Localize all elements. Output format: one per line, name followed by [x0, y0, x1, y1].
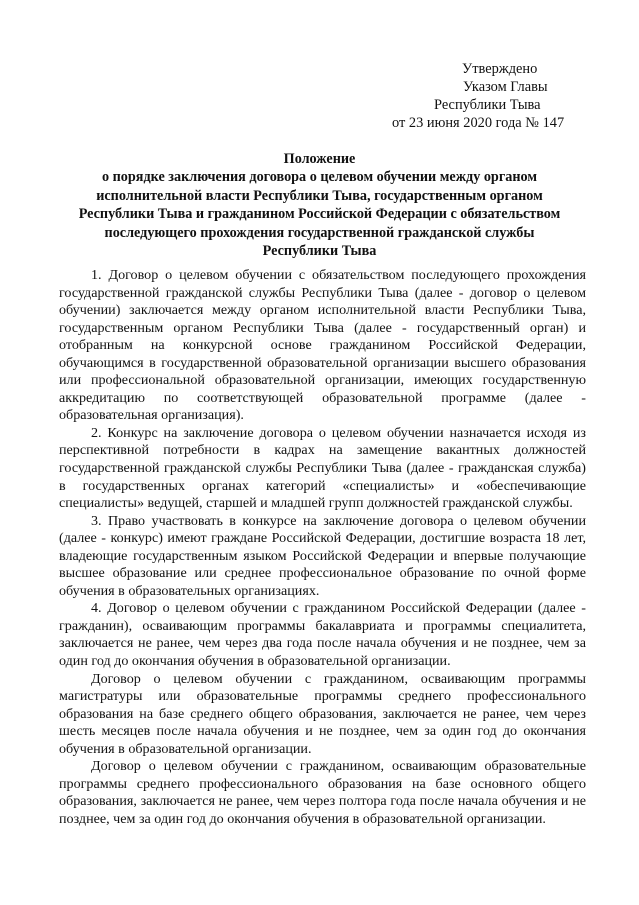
document-title — [56, 150, 583, 260]
document-body — [59, 267, 586, 829]
approval-line-republic: Республики Тыва — [434, 97, 541, 113]
title-line: исполнительной власти Республики Тыва, государственным органом — [96, 187, 543, 204]
approval-stamp-block — [392, 60, 592, 132]
paragraph-3: 3. Право участвовать в конкурсе на заключение договора о целевом обучении (далее - конкурс) имеют граждане Российской Федерации, достигшие возраста 18 лет, владеющие государственным языком Российской Федерации и впервые получающие высшее образование или среднее профессиональное образование по очной форме обучения в образовательных организациях. — [59, 512, 586, 599]
title-heading: Положение — [283, 151, 356, 167]
title-line: Республики Тыва и гражданином Российской Федерации с обязательством — [78, 206, 561, 223]
paragraph-1: 1. Договор о целевом обучении с обязательством последующего прохождения государственной гражданской службы Республики Тыва (далее - договор о целевом обучении) заключается между органом исполнительной власти Республики Тыва, государственным органом Республики Тыва (далее - государственный орган) и отобранным на конкурсной основе гражданином Российской Федерации, обучающимся в государственной образовательной организации высшего образования или профессиональной образовательной организации, имеющих государственную аккредитацию по соответствующей образовательной программе (далее - образовательная организация). — [59, 267, 586, 424]
paragraph-4-continued-secondary: Договор о целевом обучении с гражданином, осваивающим образовательные программы среднего профессионального образования на базе основного общего образования, заключается не ранее, чем через полтора года после начала обучения и не позднее, чем за один год до окончания обучения в образовательной организации. — [59, 758, 586, 827]
approval-line-decree: Указом Главы — [463, 79, 548, 95]
paragraph-4-continued-master: Договор о целевом обучении с гражданином, осваивающим программы магистратуры или образовательные программы среднего профессионального образования на базе среднего общего образования, заключается не ранее, чем через шесть месяцев после начала обучения и не позднее, чем за один год до окончания обучения в образовательной организации. — [59, 670, 586, 757]
title-line: о порядке заключения договора о целевом обучении между органом — [101, 169, 538, 186]
title-line: последующего прохождения государственной гражданской службы — [104, 224, 535, 241]
paragraph-4: 4. Договор о целевом обучении с гражданином Российской Федерации (далее - гражданин), осваивающим программы бакалавриата и программы специалитета, заключается не ранее, чем через два года после начала обучения и не позднее, чем за один год до окончания обучения в образовательной организации. — [59, 600, 586, 670]
approval-line-date-number: от 23 июня 2020 года № 147 — [392, 115, 565, 131]
approval-line-approved: Утверждено — [462, 61, 538, 77]
title-line: Республики Тыва — [262, 243, 377, 260]
paragraph-2: 2. Конкурс на заключение договора о целевом обучении назначается исходя из перспективной потребности в кадрах на замещение вакантных должностей государственной гражданской службы Республики Тыва (далее - гражданская служба) в государственных органах категорий «специалисты» и «обеспечивающие специалисты» ведущей, старшей и младшей групп должностей гражданской службы. — [59, 424, 586, 512]
